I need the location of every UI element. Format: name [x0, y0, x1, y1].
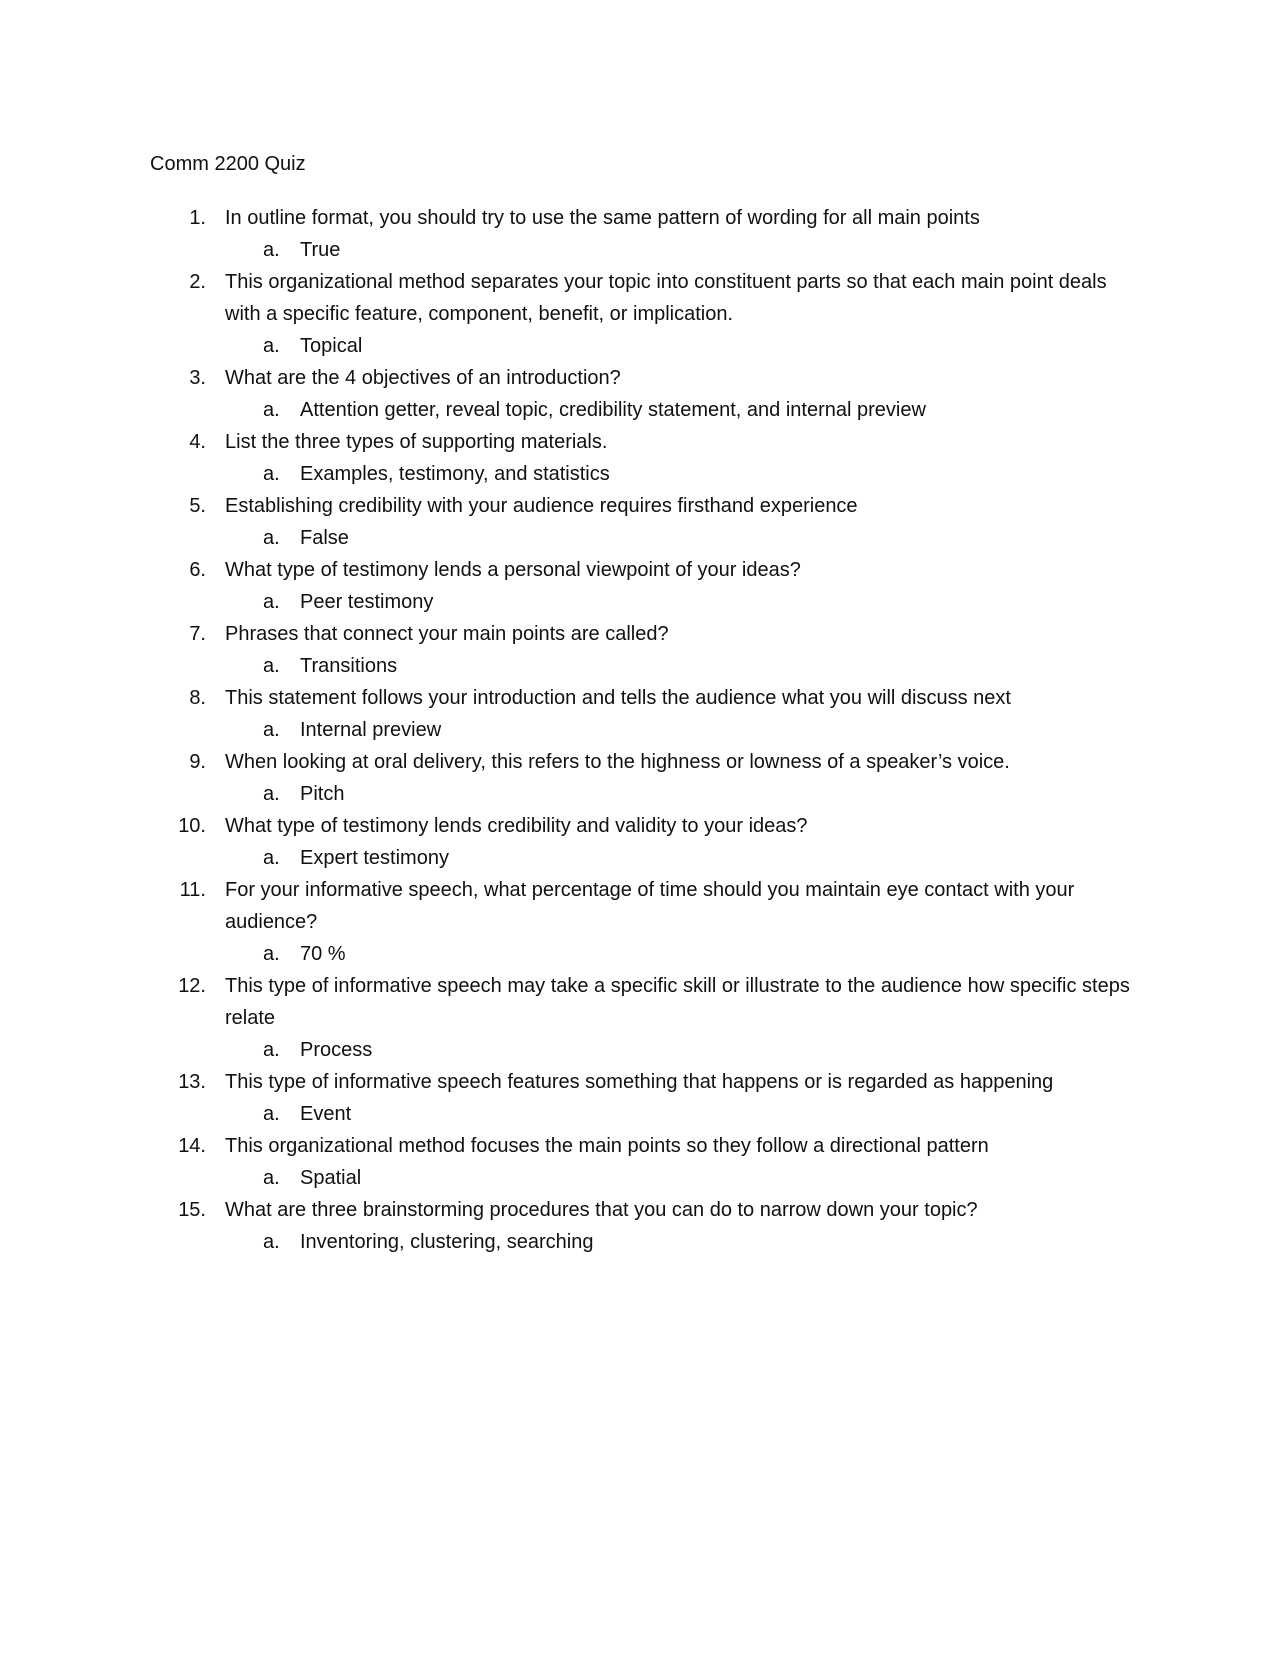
question-text: What are three brainstorming procedures that you can do to narrow down your topic? [225, 1199, 978, 1221]
question-text: List the three types of supporting materials. [225, 431, 608, 453]
answer-text: Inventoring, clustering, searching [300, 1231, 594, 1253]
question-item [0, 810, 1280, 874]
quiz-question-list [0, 202, 1280, 1258]
answer-text: False [300, 527, 349, 549]
answer-row [0, 330, 1280, 362]
question-number: 1. [189, 207, 206, 229]
question-text: What are the 4 objectives of an introduction? [225, 367, 621, 389]
question-item [0, 1194, 1280, 1258]
question-number: 3. [189, 367, 206, 389]
answer-letter: a. [263, 847, 280, 869]
answer-letter: a. [263, 591, 280, 613]
answer-row [0, 842, 1280, 874]
question-number: 8. [189, 687, 206, 709]
question-item [0, 490, 1280, 554]
answer-letter: a. [263, 655, 280, 677]
question-row [0, 970, 1280, 1034]
question-text: What type of testimony lends credibility and validity to your ideas? [225, 815, 808, 837]
question-text: This statement follows your introduction and tells the audience what you will discuss next [225, 687, 1011, 709]
question-item [0, 266, 1280, 362]
question-number: 6. [189, 559, 206, 581]
answer-text: Attention getter, reveal topic, credibility statement, and internal preview [300, 399, 926, 421]
answer-row [0, 1162, 1280, 1194]
answer-letter: a. [263, 527, 280, 549]
question-number: 13. [178, 1071, 206, 1093]
answer-row [0, 778, 1280, 810]
answer-letter: a. [263, 783, 280, 805]
question-row [0, 874, 1280, 938]
question-number: 12. [178, 975, 206, 997]
question-number: 11. [179, 879, 206, 901]
question-item [0, 618, 1280, 682]
question-text: In outline format, you should try to use the same pattern of wording for all main points [225, 207, 980, 229]
question-item [0, 554, 1280, 618]
answer-letter: a. [263, 239, 280, 261]
answer-letter: a. [263, 399, 280, 421]
answer-letter: a. [263, 1103, 280, 1125]
question-row [0, 490, 1280, 522]
answer-text: Examples, testimony, and statistics [300, 463, 610, 485]
question-item [0, 682, 1280, 746]
answer-letter: a. [263, 1231, 280, 1253]
question-item [0, 1130, 1280, 1194]
question-row [0, 426, 1280, 458]
answer-row [0, 234, 1280, 266]
document-title: Comm 2200 Quiz [150, 153, 306, 175]
answer-row [0, 1034, 1280, 1066]
answer-row [0, 714, 1280, 746]
answer-letter: a. [263, 1039, 280, 1061]
question-number: 7. [189, 623, 206, 645]
question-item [0, 874, 1280, 970]
question-row [0, 746, 1280, 778]
question-text: What type of testimony lends a personal viewpoint of your ideas? [225, 559, 801, 581]
answer-row [0, 458, 1280, 490]
answer-row [0, 1098, 1280, 1130]
answer-row [0, 522, 1280, 554]
answer-text: Pitch [300, 783, 345, 805]
answer-row [0, 650, 1280, 682]
answer-text: Transitions [300, 655, 398, 677]
question-row [0, 1130, 1280, 1162]
question-item [0, 1066, 1280, 1130]
question-item [0, 970, 1280, 1066]
question-number: 4. [189, 431, 206, 453]
answer-text: Event [300, 1103, 352, 1125]
answer-text: Internal preview [300, 719, 442, 741]
answer-row [0, 394, 1280, 426]
answer-row [0, 938, 1280, 970]
answer-text: Expert testimony [300, 847, 449, 869]
answer-text: Peer testimony [300, 591, 434, 613]
question-text: This organizational method separates your topic into constituent parts so that each main point deals with a specific feature, component, benefit, or implication. [225, 271, 1107, 325]
answer-text: Spatial [300, 1167, 362, 1189]
question-number: 2. [189, 271, 206, 293]
question-number: 5. [189, 495, 206, 517]
answer-text: Process [300, 1039, 373, 1061]
question-row [0, 810, 1280, 842]
question-row [0, 266, 1280, 330]
question-item [0, 746, 1280, 810]
answer-letter: a. [263, 1167, 280, 1189]
answer-text: Topical [300, 335, 363, 357]
question-row [0, 202, 1280, 234]
answer-row [0, 1226, 1280, 1258]
answer-letter: a. [263, 719, 280, 741]
question-text: When looking at oral delivery, this refers to the highness or lowness of a speaker’s voice. [225, 751, 1010, 773]
answer-letter: a. [263, 335, 280, 357]
question-text: This type of informative speech may take a specific skill or illustrate to the audience how specific steps relate [225, 975, 1130, 1029]
question-number: 10. [178, 815, 206, 837]
question-number: 14. [178, 1135, 206, 1157]
question-row [0, 682, 1280, 714]
question-number: 15. [178, 1199, 206, 1221]
question-text: Establishing credibility with your audience requires firsthand experience [225, 495, 858, 517]
question-item [0, 202, 1280, 266]
answer-letter: a. [263, 463, 280, 485]
question-item [0, 362, 1280, 426]
question-number: 9. [189, 751, 206, 773]
question-text: For your informative speech, what percentage of time should you maintain eye contact with your audience? [225, 879, 1075, 933]
question-text: This type of informative speech features something that happens or is regarded as happening [225, 1071, 1054, 1093]
question-text: This organizational method focuses the main points so they follow a directional pattern [225, 1135, 989, 1157]
answer-letter: a. [263, 943, 280, 965]
answer-text: True [300, 239, 341, 261]
question-row [0, 362, 1280, 394]
question-row [0, 554, 1280, 586]
question-item [0, 426, 1280, 490]
question-row [0, 1194, 1280, 1226]
answer-text: 70 % [300, 943, 346, 965]
answer-row [0, 586, 1280, 618]
question-text: Phrases that connect your main points are called? [225, 623, 669, 645]
question-row [0, 618, 1280, 650]
question-row [0, 1066, 1280, 1098]
